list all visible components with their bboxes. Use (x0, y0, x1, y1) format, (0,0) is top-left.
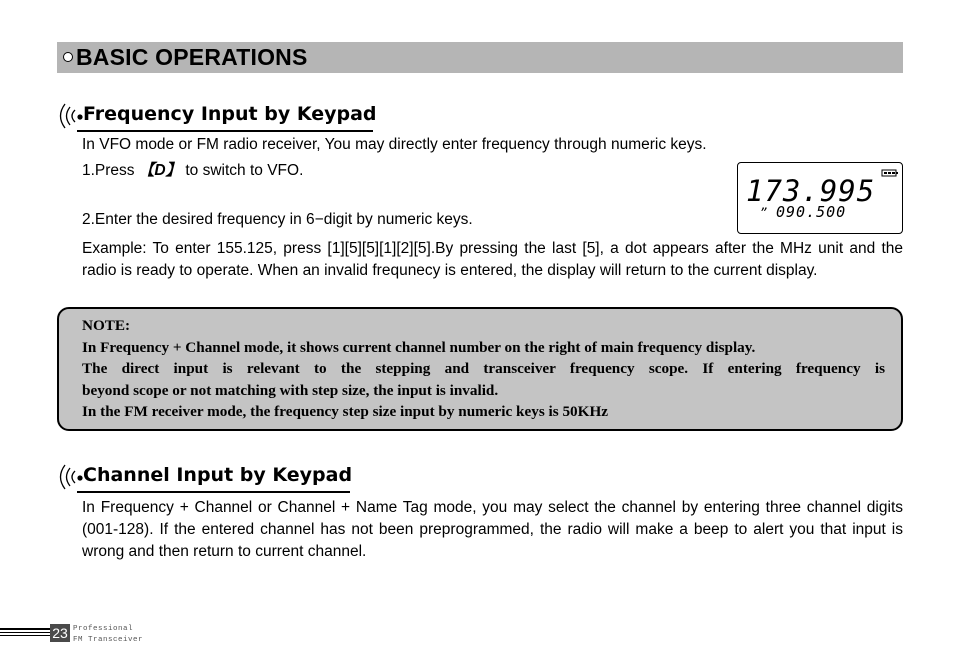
step-2: 2.Enter the desired frequency in 6−digit by numeric keys. (82, 211, 473, 228)
note-line-3: In the FM receiver mode, the frequency step size input by numeric keys is 50KHz (82, 403, 609, 420)
page-title: BASIC OPERATIONS (76, 44, 308, 70)
signal-waves-icon (57, 101, 85, 131)
brand-line-1: Professional (73, 625, 134, 633)
lcd-display (737, 162, 903, 234)
section-heading-label: Frequency Input by Keypad (83, 103, 377, 125)
example-paragraph: Example: To enter 155.125, press [1][5][5][1][2][5].By pressing the last [5], a dot appears after the MHz unit and the radio is ready to operate. When an invalid frequnecy is entered, the display will return to the current display. (82, 240, 903, 279)
section-banner (57, 42, 903, 73)
note-label: NOTE: (82, 317, 131, 334)
key-d-label: 【D】 (138, 162, 182, 179)
brand-line-2: FM Transceiver (73, 636, 144, 644)
section-heading-channel (57, 462, 357, 492)
step-1-text-post: to switch to VFO. (181, 162, 304, 179)
lcd-sub-prefix: ” (760, 206, 768, 220)
note-line-2b: beyond scope or not matching with step size, the input is invalid. (82, 381, 499, 399)
heading-underline (77, 491, 350, 493)
heading-underline (77, 130, 373, 132)
bullet-circle-icon (63, 52, 73, 62)
page-number: 23 (50, 624, 70, 642)
channel-paragraph: In Frequency + Channel or Channel + Name Tag mode, you may select the channel by entering three channel digits (001-128). If the entered channel has not been preprogrammed, the radio will make a beep to alert you that input is wrong and then return to current channel. (82, 499, 903, 560)
step-1 (82, 160, 682, 182)
intro-paragraph: In VFO mode or FM radio receiver, You may directly enter frequency through numeric keys. (82, 136, 707, 153)
signal-waves-icon (57, 462, 85, 492)
note-line-1: In Frequency + Channel mode, it shows current channel number on the right of main frequency display. (82, 338, 756, 356)
section-heading-frequency (57, 101, 377, 131)
section-heading-label: Channel Input by Keypad (83, 464, 353, 486)
battery-icon (882, 170, 898, 176)
lcd-sub-frequency: 090.500 (776, 203, 847, 221)
step-1-text-pre: 1.Press (82, 162, 139, 179)
lcd-display-graphic (738, 163, 902, 233)
note-line-2a: The direct input is relevant to the stepping and transceiver frequency scope. If entering frequency is (82, 360, 885, 377)
footer-rule (0, 628, 50, 636)
note-text (82, 315, 885, 423)
lcd-main-frequency: 173.995 (746, 174, 876, 208)
